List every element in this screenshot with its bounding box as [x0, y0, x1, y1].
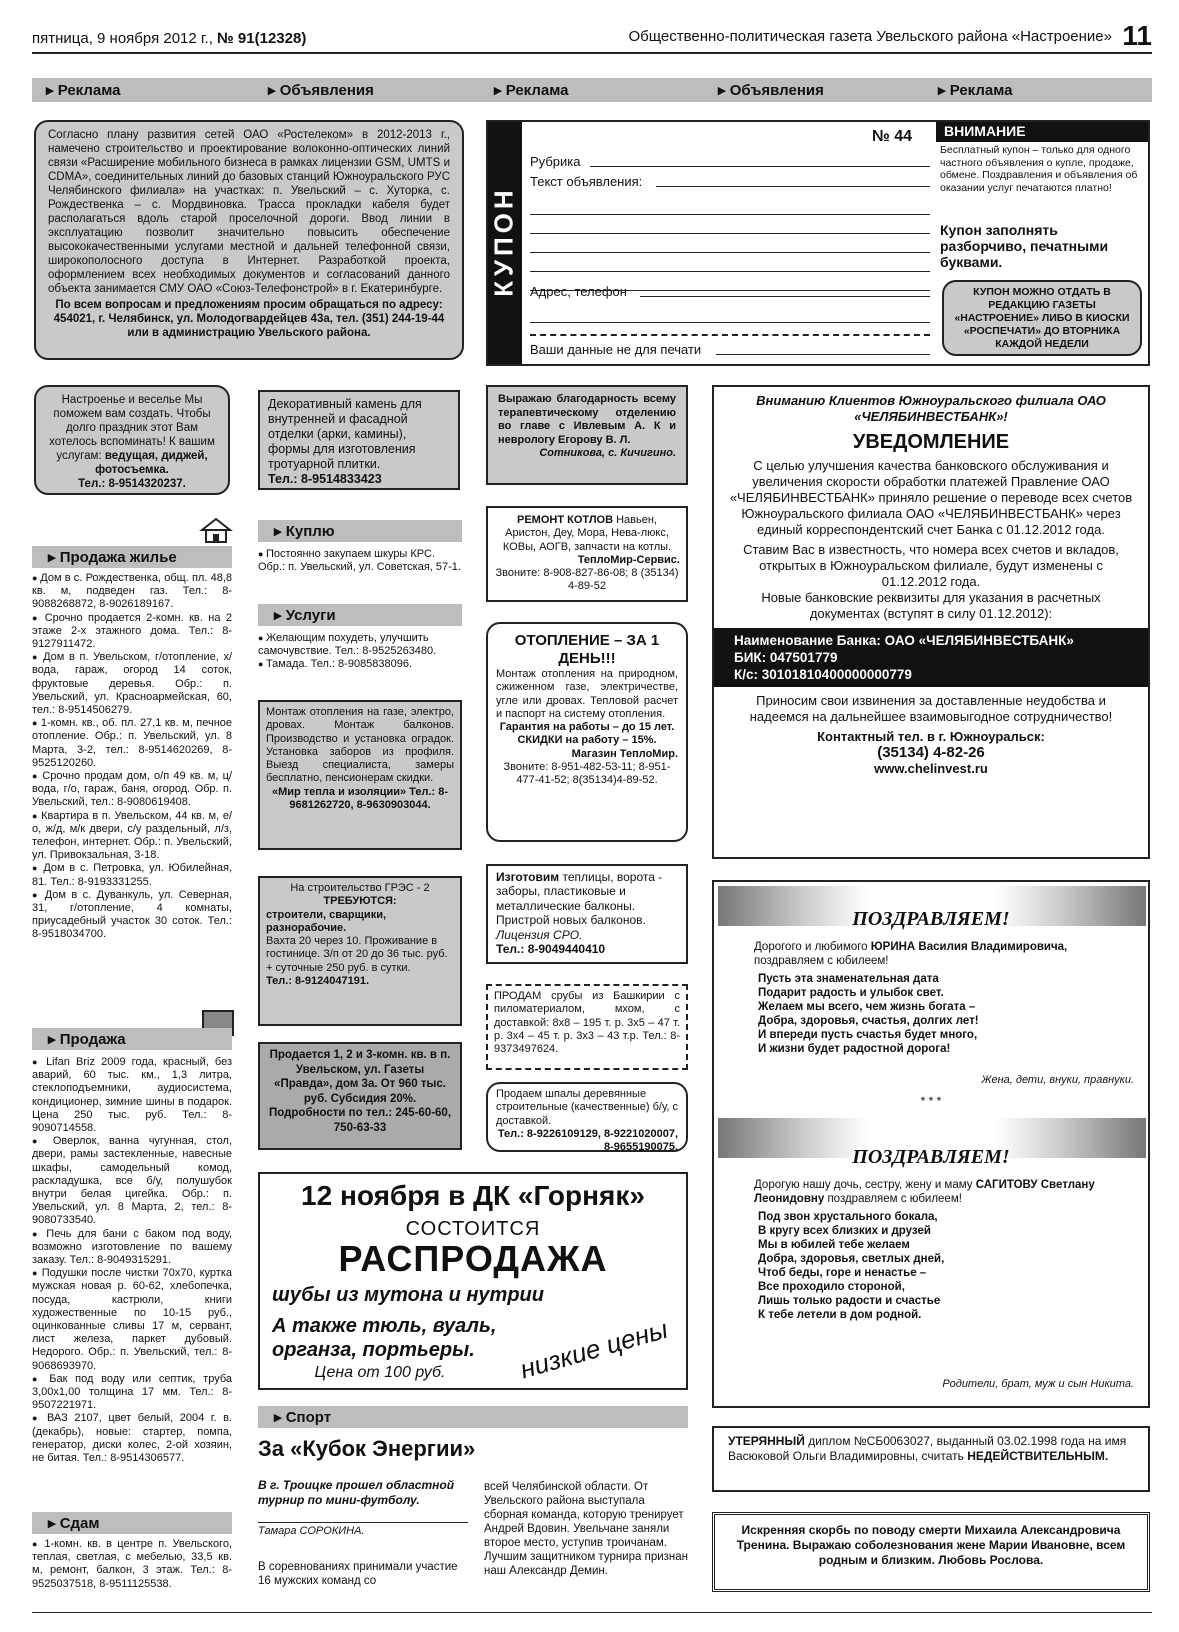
greenhouse-ad-phone: Тел.: 8-9049440410 [496, 942, 606, 957]
sale-list [32, 1056, 232, 1465]
list-item: ● Постоянно закупаем шкуры КРС. Обр.: п. Увельский, ул. Советская, 57-1. [258, 548, 464, 574]
deliver-note: КУПОН МОЖНО ОТДАТЬ В РЕДАКЦИЮ ГАЗЕТЫ «НАСТРОЕНИЕ» ЛИБО В КИОСКИ «РОСПЕЧАТИ» ДО ВТОРНИКА КАЖДОЙ НЕДЕЛИ [942, 280, 1142, 356]
list-item: ● 1-комн. кв., об. пл. 27,1 кв. м, печное отопление. Обр.: п. Увельский, ул. 8 Марта, 3-2, тел.: 8-9514620269, 8-9525120260. [32, 717, 232, 770]
verse-line: Под звон хрустального бокала, [758, 1211, 938, 1223]
section-buy: ▸ Куплю [258, 520, 462, 542]
gres-jobs-ad [258, 876, 462, 1026]
services-list [258, 632, 464, 672]
verse-line: Лишь только радости и счастье [758, 1295, 941, 1307]
greeting2-sign: Родители, брат, муж и сын Никита. [942, 1378, 1134, 1390]
list-item: ● Lifan Briz 2009 года, красный, без аварий, 60 тыс. км., 1,3 литра, стеклоподъемники, аудиосистема, кондиционер, зимние шины в подарок. Цена 250 тыс. руб. Тел.: 8-9090714558. [32, 1056, 232, 1135]
sleepers-ad-text: Продаем шпалы деревянные строительные (качественные) б/у, с доставкой. [496, 1088, 678, 1127]
sport-text-col1: В соревнованиях принимали участие 16 мужских команд со [258, 1561, 458, 1587]
list-item: ● Тамада. Тел.: 8-9085838096. [258, 658, 464, 671]
stone-ad [258, 390, 460, 490]
bank-contact-label: Контактный тел. в г. Южноуральск: [817, 729, 1045, 744]
free-coupon [486, 120, 1150, 366]
party-ad [34, 385, 230, 495]
rubric-field[interactable] [530, 154, 930, 170]
rubric-bar [32, 78, 1152, 102]
list-item: ● Оверлок, ванна чугунная, стол, двери, рамы застекленные, навесные шкафы, самодельный комод, раскладушка, все б/у, полушубок внутри белая цигейка. Обр.: п. Увельский, ул. 8 Марта, 2, тел.: 8-9080733540. [32, 1135, 232, 1227]
lost-diploma-lead: УТЕРЯННЫЙ [728, 1434, 805, 1448]
greenhouse-ad-lead: Изготовим [496, 870, 560, 884]
heating-oneday-ad [486, 622, 688, 842]
list-item: ● ВАЗ 2107, цвет белый, 2004 г. в. (декабрь), новые: стартер, помпа, генератор, диски колес, 2-ой хозяин, не битая. Тел.: 8-9514306577. [32, 1412, 232, 1465]
sale-event-goods: А также тюль, вуаль, органза, портьеры. [272, 1315, 497, 1361]
greeting1-verse [758, 972, 1138, 1056]
greeting2-title: ПОЗДРАВЛЯЕМ! [852, 1146, 1010, 1168]
list-item: ● Печь для бани с баком под воду, возможно изготовление по вашему заказу. Тел.: 8-9049315291. [32, 1228, 232, 1268]
list-item: ● Срочно продам дом, о/п 49 кв. м, ц/вода, г/о, гараж, баня, огород. Обр. п. Увельский, тел.: 8-9080619408. [32, 770, 232, 810]
sport-text-col2: всей Челябинской области. От Увельского района выступала сборная команда, которую тренирует Андрей Вдовин. Увельчане заняли второе место, уступив троичанам. Лучшим защитником турнира признан наш Александр Демин. [484, 1481, 689, 1577]
verse-line: Пусть эта знаменательная дата [758, 973, 939, 985]
list-item: ● Срочно продается 2-комн. кв. на 2 этаже 2-х этажного дома. Тел.: 8-9127911472. [32, 612, 232, 652]
lost-diploma-text: диплом №СБ0063027, выданный 03.02.1998 года на имя Васюковой Ольги Владимировны, считать [728, 1434, 1127, 1463]
thanks-ad-text: Выражаю благодарность всему терапевтическому отделению во главе с Ивлевым А. К и неврологу Егорову В. Л. [498, 393, 676, 446]
sale-event-title: 12 ноября в ДК «Горняк» [301, 1180, 645, 1211]
gres-ad-lead: На строительство ГРЭС - 2 [290, 882, 430, 894]
house-icon [198, 516, 234, 544]
section-sport: ▸ Спорт [258, 1406, 688, 1428]
address-lines[interactable] [530, 304, 930, 323]
greeting1-intro [754, 940, 1134, 968]
oneday-ad-shop: Магазин ТеплоМир. [571, 747, 678, 760]
address-field[interactable] [530, 284, 930, 300]
greeting-separator: * * * [920, 1094, 942, 1108]
bank-bik: БИК: 047501779 [734, 650, 838, 665]
page-header [32, 20, 1152, 54]
oneday-ad-discount: СКИДКИ на работу – 15%. [517, 734, 657, 747]
oneday-ad-title: ОТОПЛЕНИЕ – ЗА 1 ДЕНЬ!!! [514, 632, 660, 667]
bank-corr-account: К/с: 30101810400000000779 [734, 667, 912, 682]
gres-ad-title: ТРЕБУЮТСЯ: [323, 895, 397, 908]
verse-line: Подарит радость и улыбок свет. [758, 987, 944, 999]
text-lines[interactable] [530, 196, 930, 291]
greetings-block [712, 880, 1150, 1408]
greeting2-intro-post: поздравляем с юбилеем! [827, 1193, 962, 1205]
verse-line: Мы в юбилей тебе желаем [758, 1239, 910, 1251]
bank-website: www.chelinvest.ru [874, 761, 988, 776]
buy-list [258, 548, 464, 574]
gres-ad-roles: строители, сварщики, разнорабочие. [266, 908, 387, 934]
rubric-label: ▸ Объявления [718, 81, 824, 99]
verse-line: Желаем мы всего, чем жизнь богата – [758, 1001, 976, 1013]
bank-requisites [714, 628, 1148, 687]
list-item: ● Дом в с. Петровка, ул. Юбилейная, 81. Тел.: 8-9193331255. [32, 862, 232, 888]
heating-install-ad [258, 700, 462, 850]
sale-event-ad [258, 1172, 688, 1390]
oneday-ad-text: Монтаж отопления на природном, сжиженном газе, электричестве, угле или дровах. Тепловой расчет и паспорт на систему отопления. [496, 668, 678, 720]
greeting2-verse [758, 1210, 1138, 1322]
verse-line: Чтоб беды, горе и ненастье – [758, 1267, 927, 1279]
private-field[interactable] [530, 342, 930, 358]
coupon-label: КУПОН [488, 186, 519, 297]
sport-lead: В г. Троицке прошел областной турнир по мини-футболу. [258, 1478, 455, 1507]
oneday-ad-guarantee: Гарантия на работы – до 15 лет. [499, 721, 675, 734]
sale-event-big: РАСПРОДАЖА [338, 1238, 608, 1279]
sale-event-price: Цена от 100 руб. [314, 1364, 446, 1381]
greenhouse-ad-text: теплицы, ворота - заборы, пластиковые и металлические балконы. Пристрой новых балконов. [496, 870, 663, 928]
sleepers-ad [486, 1082, 688, 1152]
bank-notice [712, 385, 1150, 859]
gres-ad-phone: Тел.: 8-9124047191. [266, 975, 370, 988]
list-item: ● Дом в с. Дуванкуль, ул. Северная, 31, г/отопление, 4 комнаты, приусадебный участок 30 соток. Тел.: 8-9518034700. [32, 889, 232, 942]
heating-ad-text: Монтаж отопления на газе, электро, дровах. Монтаж балконов. Производство и установка оградок. Установка заборов из профиля. Выезд специалиста, замеры бесплатно, пенсионерам скидки. [266, 706, 454, 785]
sport-title: За «Кубок Энергии» [258, 1436, 476, 1461]
boiler-repair-ad [486, 506, 688, 602]
section-services: ▸ Услуги [258, 604, 462, 626]
greeting2-name: САГИТОВУ Светлану Леонидовну [754, 1179, 1095, 1205]
verse-line: К тебе летели в дом родной. [758, 1309, 922, 1321]
coupon-number: № 44 [872, 128, 913, 145]
notice-text: Согласно плану развития сетей ОАО «Ростелеком» в 2012-2013 г., намечено строительство и проектирование волоконно-оптических линий связи «Расширение мобильного бизнеса в рамках лицензии GSM, UMTS и CDMA», соединительных линий до базовых станций Южноуральского РУС Челябинского филиала» на участках: п. Увельский – с. Хуторка, с. Рождественка – с. Мордвиновка. Трасса прокладки кабеля будет располагаться вдоль старой проселочной дороги. Ввод линии в эксплуатацию позволит значительно повысить обеспечение высококачественными услугами местной и дальней телефонной связи, широкополосного доступа в Интернет. Разработкой проекта, оформлением всех необходимых документов и согласований данного объекта занимается СМУ ОАО «Союз-Телефонстрой» в г. Екатеринбурге. [48, 129, 450, 295]
issue-date: пятница, 9 ноября 2012 г., № 91(12328) [32, 30, 307, 47]
housing-list [32, 572, 232, 942]
party-ad-services: ведущая, диджей, фотосъемка. [95, 450, 208, 476]
greenhouse-ad [486, 864, 688, 964]
verse-line: Все проходило стороной, [758, 1281, 905, 1293]
bank-lead: Вниманию Клиентов Южноуральского филиала ОАО «ЧЕЛЯБИНВЕСТБАНК»! [756, 393, 1106, 424]
condolence-notice: Искренняя скорбь по поводу смерти Михаила Александровича Тренина. Выражаю соболезнования жене Марии Ивановне, всем родным и близким. Любовь Рослова. [712, 1512, 1150, 1592]
list-item: ● 1-комн. кв. в центре п. Увельского, теплая, светлая, с мебелью, 33,5 кв. м, ремонт, балкон, 3 этаж. Тел.: 8-9525037518, 8-9511125538. [32, 1538, 232, 1591]
sleepers-ad-phone: Тел.: 8-9226109129, 8-9221020007, 8-9655190075. [497, 1127, 678, 1154]
cut-line [530, 334, 930, 336]
verse-line: И впереди пусть счастья будет много, [758, 1029, 978, 1041]
list-item: ● Дом в п. Увельском, г/отопление, х/вода, гараж, огород 14 соток, фруктовые деревья. Обр.: п. Увельский, ул. Красноармейская, 60, тел.: 8-9514506279. [32, 651, 232, 717]
greeting2-intro-pre: Дорогую нашу дочь, сестру, жену и маму [754, 1179, 973, 1191]
greenhouse-ad-license: Лицензия СРО. [496, 927, 583, 942]
rubric-label: ▸ Объявления [268, 81, 374, 99]
lost-diploma-invalid: НЕДЕЙСТВИТЕЛЬНЫМ. [967, 1449, 1109, 1463]
section-sale-housing: ▸ Продажа жилье [32, 546, 232, 568]
boiler-ad-title: РЕМОНТ КОТЛОВ [517, 514, 614, 526]
bank-p2: Ставим Вас в известность, что номера всех счетов и вкладов, открытых в Южноуральском филиале, будут изменены с 01.12.2012 года. [743, 542, 1119, 589]
sale-event-sub: СОСТОИТСЯ [405, 1218, 541, 1240]
attention-text: Бесплатный купон – только для одного частного объявления о купле, продаже, обмене. Поздравления и объявления об оказании услуг печатаются платно! [940, 144, 1138, 194]
rubric-label: ▸ Реклама [46, 81, 120, 99]
verse-line: Добра, здоровья, счастья, долгих лет! [758, 1015, 979, 1027]
boiler-ad-text: Навьен, Аристон, Деу, Мора, Нева-люкс, КОВы, АОГВ, запчасти на котлы. [502, 514, 672, 553]
list-item: ● Дом в с. Рождественка, общ. пл. 48,8 кв. м, подведен газ. Тел.: 8-9088268872, 8-9026189167. [32, 572, 232, 612]
list-item: ● Квартира в п. Увельском, 44 кв. м, е/о, ж/д, м/к двери, с/у раздельный, л/з, телефон, интернет. Обр.: п. Увельский, ул. Привокзальная, 3-18. [32, 810, 232, 863]
sale-event-furs: шубы из мутона и нутрии [272, 1284, 544, 1306]
coupon-side-label [488, 122, 522, 364]
rubric-label: ▸ Реклама [494, 81, 568, 99]
verse-line: И жизни будет радостной дорога! [758, 1043, 951, 1055]
stone-ad-text: Декоративный камень для внутренней и фасадной отделки (арки, камины), формы для изготовления тротуарной плитки. [268, 397, 422, 471]
greeting1-name: ЮРИНА Василия Владимировича, [870, 941, 1068, 953]
party-ad-phone: Тел.: 8-9514320237. [78, 478, 186, 490]
logs-ad: ПРОДАМ срубы из Башкирии с пиломатериалом, мхом, с доставкой: 8х8 – 195 т. р. 3х5 – 47 т. р. 3х4 – 45 т. р. 3х3 – 43 т.р. Тел.: 8-9373497624. [486, 984, 688, 1070]
party-ad-text: Настроенье и веселье Мы поможем вам создать. Чтобы долго праздник этот Вам хотелось вспоминать! К вашим услугам: [49, 394, 215, 462]
newspaper-title: Общественно-политическая газета Увельского района «Настроение» [628, 28, 1112, 45]
notice-contacts: По всем вопросам и предложениям просим обращаться по адресу: 454021, г. Челябинск, ул. Молодогвардейцев 43а, тел. (351) 244-19-44 или в администрацию Увельского района. [53, 299, 445, 339]
greeting1-intro-post: поздравляем с юбилеем! [754, 955, 889, 967]
section-sale: ▸ Продажа [32, 1028, 232, 1050]
bank-phone: (35134) 4-82-26 [877, 744, 985, 761]
rubric-label: Рубрика [530, 154, 581, 169]
gres-ad-text: Вахта 20 через 10. Проживание в гостинице. З/п от 20 до 36 тыс. руб. + суточные 250 руб. в сутки. [266, 935, 448, 974]
boiler-ad-phone: Звоните: 8-908-827-86-08; 8 (35134) 4-89-52 [495, 567, 679, 593]
page-number: 11 [1122, 20, 1152, 51]
thanks-ad [486, 385, 688, 485]
private-label: Ваши данные не для печати [530, 342, 702, 357]
bank-apology: Приносим свои извинения за доставленные неудобства и надеемся на дальнейшее взаимовыгодное сотрудничество! [749, 693, 1113, 724]
text-field[interactable] [530, 174, 930, 190]
sale-event-low-prices: низкие цены [516, 1313, 672, 1385]
rostelecom-notice [34, 120, 464, 360]
verse-line: В кругу всех близких и друзей [758, 1225, 931, 1237]
bank-title: УВЕДОМЛЕНИЕ [852, 431, 1010, 453]
rent-list [32, 1538, 232, 1591]
thanks-ad-sign: Сотникова, с. Кичигино. [539, 447, 676, 459]
address-label: Адрес, телефон [530, 284, 627, 299]
stone-ad-phone: Тел.: 8-9514833423 [268, 472, 382, 486]
greeting1-intro-pre: Дорогого и любимого [754, 941, 868, 953]
sport-author: Тамара СОРОКИНА. [258, 1522, 468, 1537]
section-rent: ▸ Сдам [32, 1512, 232, 1534]
fill-note: Купон заполнять разборчиво, печатными буквами. [940, 222, 1109, 270]
bank-p3: Новые банковские реквизиты для указания в расчетных документах (вступят в силу 01.12.2012): [761, 590, 1101, 621]
heating-ad-contacts: «Мир тепла и изоляции» Тел.: 8-9681262720, 8-9630903044. [271, 785, 449, 812]
list-item: ● Желающим похудеть, улучшить самочувствие. Тел.: 8-9525263480. [258, 632, 464, 658]
greeting1-sign: Жена, дети, внуки, правнуки. [981, 1074, 1134, 1086]
greeting2-intro [754, 1178, 1134, 1206]
oneday-ad-phone: Звоните: 8-951-482-53-11; 8-951-477-41-52; 8(35134)4-89-52. [503, 761, 671, 787]
attention-title: ВНИМАНИЕ [936, 122, 1148, 142]
list-item: ● Бак под воду или септик, труба 3,00х1,00 толщина 17 мм. Тел.: 8-9507221971. [32, 1373, 232, 1413]
bank-name: Наименование Банка: ОАО «ЧЕЛЯБИНВЕСТБАНК» [734, 633, 1074, 648]
text-label: Текст объявления: [530, 174, 643, 189]
greeting1-title: ПОЗДРАВЛЯЕМ! [852, 908, 1010, 930]
boiler-ad-firm: ТеплоМир-Сервис. [577, 553, 680, 566]
bank-p1: С целью улучшения качества банковского обслуживания и увеличения скорости обработки платежей Правление ОАО «ЧЕЛЯБИНВЕСТБАНК» приняло решение о переводе всех счетов Южноуральского филиала ОАО «ЧЕЛЯБИНВЕСТБАНК» через единый корреспондентский счет Банка с 01.12.2012 года. [729, 458, 1133, 537]
page-bottom-rule [32, 1612, 1152, 1613]
rubric-label: ▸ Реклама [938, 81, 1012, 99]
lost-diploma-notice [712, 1426, 1150, 1492]
list-item: ● Подушки после чистки 70х70, куртка мужская новая р. 60-62, хлебопечка, посуда, кастрюли, книги художественные по 10-15 руб., оцинкованные сливы 17 м, сервант, лист железа, паркет дубовый. Недорого. Обр.: п. Увельский, тел.: 8-9068693970. [32, 1267, 232, 1373]
verse-line: Добра, здоровья, светлых дней, [758, 1253, 945, 1265]
apartments-ad: Продается 1, 2 и 3-комн. кв. в п. Увельском, ул. Газеты «Правда», дом 3а. От 960 тыс. руб. Субсидия 20%. Подробности по тел.: 245-60-60, 750-63-33 [258, 1042, 462, 1150]
